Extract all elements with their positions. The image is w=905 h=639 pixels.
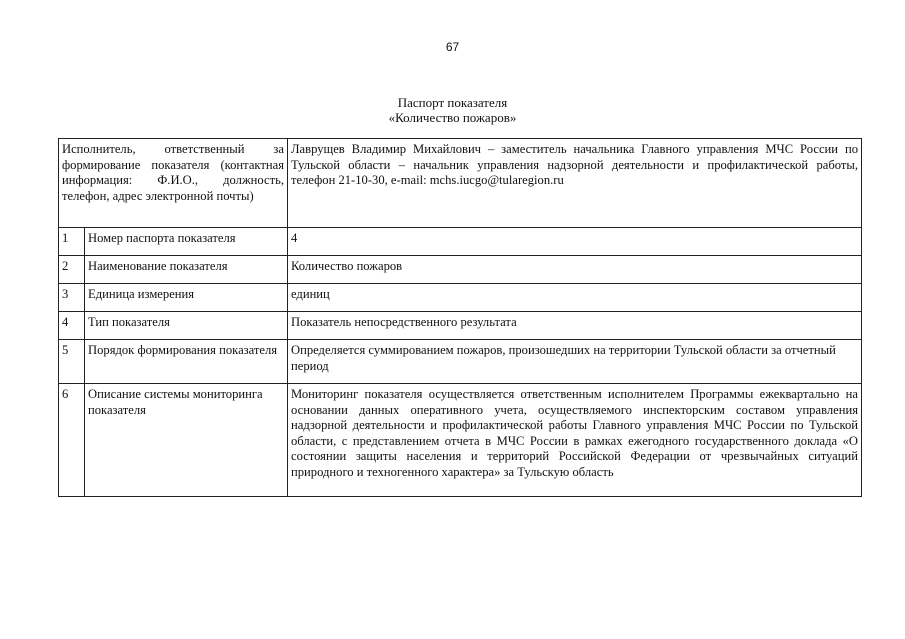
row-label: Наименование показателя [85,256,288,284]
row-number: 2 [59,256,85,284]
row-label: Номер паспорта показателя [85,228,288,256]
table-row-executor [59,139,862,228]
page-title [0,95,905,125]
executor-value-cell: Лаврущев Владимир Михайлович – заместитель начальника Главного управления МЧС России по Тульской области – начальник управления надзорной деятельности и профилактической работы, телефон 21-10-30, e-mail: mchs.iucgo@tularegion.ru [288,139,862,228]
row-number: 1 [59,228,85,256]
row-value: Количество пожаров [288,256,862,284]
row-value: 4 [288,228,862,256]
executor-label-cell: Исполнитель, ответственный за формирование показателя (контактная информация: Ф.И.О., должность, телефон, адрес электронной почты) [59,139,288,228]
row-number: 4 [59,312,85,340]
row-label: Единица измерения [85,284,288,312]
table-row [59,340,862,384]
table-row [59,284,862,312]
row-number: 5 [59,340,85,384]
row-value: Показатель непосредственного результата [288,312,862,340]
table-row [59,312,862,340]
row-label: Тип показателя [85,312,288,340]
table-row [59,256,862,284]
indicator-passport-table [58,138,862,497]
title-line-1: Паспорт показателя [397,95,508,110]
row-label: Порядок формирования показателя [85,340,288,384]
table-row [59,384,862,497]
page-number: 67 [445,40,460,54]
row-label: Описание системы мониторинга показателя [85,384,288,497]
row-value: Мониторинг показателя осуществляется ответственным исполнителем Программы ежеквартально на основании данных оперативного учета, осуществляемого инспекторским составом управления надзорной деятельности и профилактической работы Главного управления МЧС России по Тульской области, с представлением отчета в МЧС России в рамках ежегодного государственного доклада «О состоянии защиты населения и территорий Российской Федерации от чрезвычайных ситуаций природного и техногенного характера» за Тульскую область [288,384,862,497]
row-value: Определяется суммированием пожаров, произошедших на территории Тульской области за отчетный период [288,340,862,384]
table-row [59,228,862,256]
row-value: единиц [288,284,862,312]
row-number: 6 [59,384,85,497]
row-number: 3 [59,284,85,312]
title-line-2: «Количество пожаров» [388,110,517,125]
